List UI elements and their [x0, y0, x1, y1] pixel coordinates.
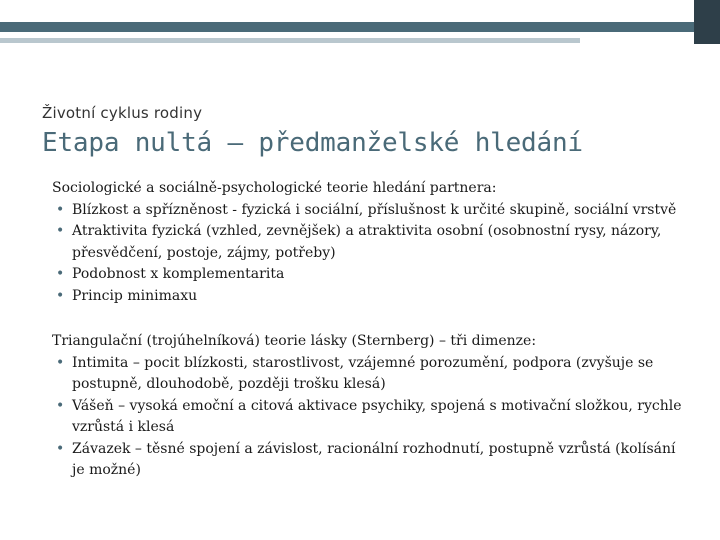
- list-item: [52, 439, 692, 482]
- section-sternberg-theory: [52, 331, 692, 482]
- list-item-text: Závazek – těsné spojení a závislost, racionální rozhodnutí, postupně vzrůstá (kolísání je možné): [72, 440, 676, 478]
- list-item-text: Atraktivita fyzická (vzhled, zevnějšek) a atraktivita osobní (osobnostní rysy, názory, přesvědčení, postoje, zájmy, potřeby): [72, 223, 662, 261]
- bullet-list: [52, 200, 692, 308]
- list-item-text: Intimita – pocit blízkosti, starostlivost, vzájemné porozumění, podpora (zvyšuje se postupně, dlouhodobě, později trošku klesá): [72, 354, 654, 392]
- list-item: [52, 200, 692, 222]
- section-intro: Sociologické a sociálně-psychologické teorie hledání partnera:: [52, 180, 497, 196]
- list-item-text: Podobnost x komplementarita: [72, 266, 285, 282]
- bullet-icon: •: [56, 397, 65, 414]
- list-item: [52, 396, 692, 439]
- slide-title: Etapa nultá – předmanželské hledání: [42, 128, 583, 158]
- header-accent-bar: [0, 22, 694, 32]
- slide-content: [52, 178, 692, 482]
- slide-subtitle: Životní cyklus rodiny: [42, 104, 203, 122]
- bullet-icon: •: [56, 354, 65, 371]
- bullet-icon: •: [56, 266, 65, 282]
- list-item-text: Blízkost a spřízněnost - fyzická i sociální, příslušnost k určité skupině, sociální vrstvě: [72, 201, 677, 218]
- header-thin-bar: [0, 38, 580, 43]
- bullet-icon: •: [56, 287, 65, 304]
- list-item: [52, 264, 692, 286]
- section-intro: Triangulační (trojúhelníková) teorie lásky (Sternberg) – tři dimenze:: [52, 333, 537, 349]
- list-item: [52, 353, 692, 396]
- header-corner-block: [694, 0, 720, 44]
- list-item-text: Princip minimaxu: [72, 287, 198, 304]
- section-partner-theories: [52, 178, 692, 307]
- bullet-list: [52, 353, 692, 482]
- bullet-icon: •: [56, 201, 65, 218]
- bullet-icon: •: [56, 440, 65, 457]
- list-item: [52, 286, 692, 308]
- bullet-icon: •: [56, 223, 65, 239]
- list-item-text: Vášeň – vysoká emoční a citová aktivace psychiky, spojená s motivační složkou, rychle vzrůstá i klesá: [72, 397, 682, 435]
- list-item: [52, 221, 692, 264]
